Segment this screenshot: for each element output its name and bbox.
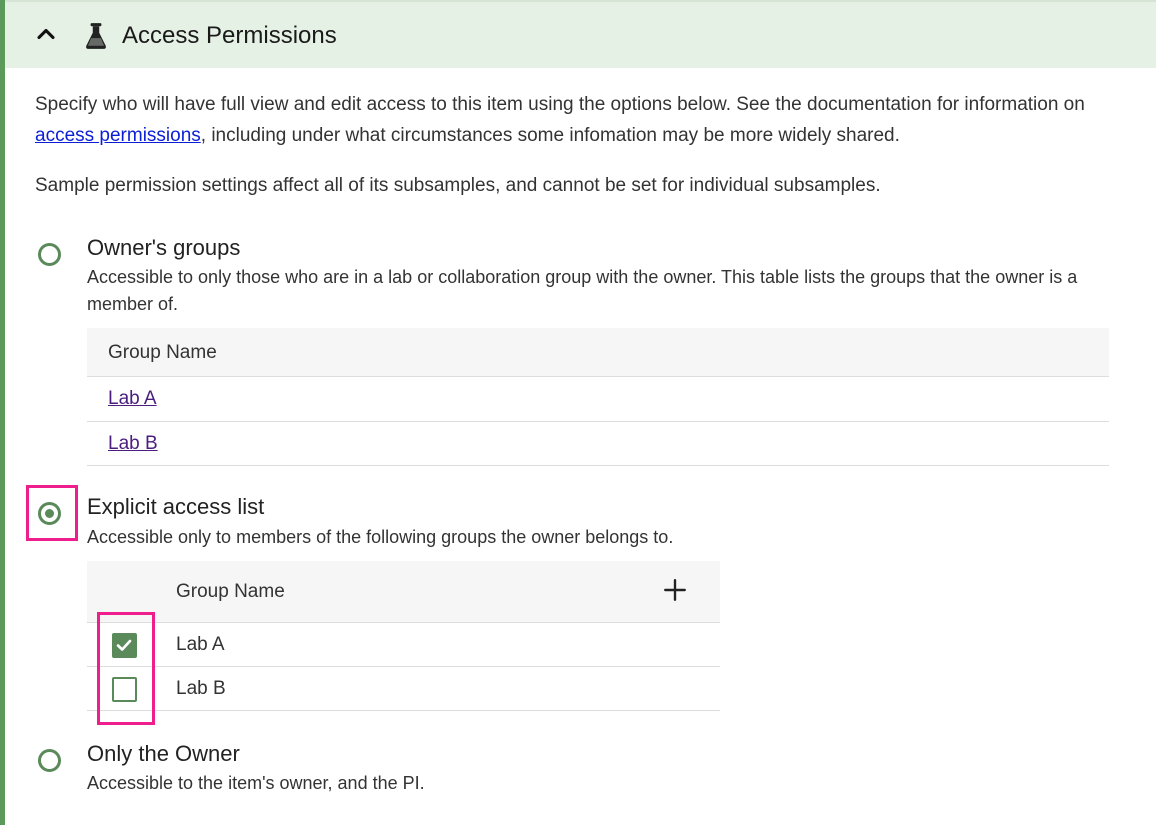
lab-a-checkbox[interactable]: [112, 633, 137, 658]
owners-groups-title: Owner's groups: [87, 235, 241, 260]
intro-text-after: , including under what circumstances some infomation may be more widely shared.: [200, 125, 900, 146]
add-group-plus-icon[interactable]: [662, 577, 688, 603]
table-header: [87, 328, 1109, 377]
group-name-header: Group Name: [176, 581, 285, 602]
table-row: [87, 377, 1109, 422]
only-owner-title: Only the Owner: [87, 741, 240, 766]
flask-icon: [83, 22, 109, 50]
panel-header[interactable]: [5, 0, 1156, 68]
access-permissions-link[interactable]: access permissions: [35, 125, 201, 146]
group-name-lab-b: Lab B: [176, 678, 226, 699]
table-row: [87, 667, 720, 711]
check-icon: [114, 635, 134, 655]
table-row: [87, 623, 720, 667]
group-link-lab-b[interactable]: Lab B: [108, 433, 158, 454]
owners-groups-radio[interactable]: [38, 243, 61, 266]
intro-paragraph: [35, 89, 1145, 151]
owners-groups-table: [87, 328, 1109, 466]
panel-title: Access Permissions: [122, 22, 337, 49]
chevron-up-icon[interactable]: [32, 20, 60, 48]
subsample-note: Sample permission settings affect all of its subsamples, and cannot be set for individual subsamples.: [35, 175, 881, 196]
table-row: [87, 422, 1109, 466]
only-owner-description: Accessible to the item's owner, and the PI.: [87, 773, 425, 793]
explicit-list-description: Accessible only to members of the following groups the owner belongs to.: [87, 527, 674, 547]
owners-groups-description: Accessible to only those who are in a lab or collaboration group with the owner. This table lists the groups that the owner is a member of.: [87, 267, 1078, 314]
group-name-header: Group Name: [108, 342, 217, 363]
explicit-list-table: [87, 561, 720, 711]
group-name-lab-a: Lab A: [176, 634, 225, 655]
table-header: [87, 561, 720, 623]
group-link-lab-a[interactable]: Lab A: [108, 388, 157, 409]
explicit-list-title: Explicit access list: [87, 494, 265, 519]
lab-b-checkbox[interactable]: [112, 677, 137, 702]
explicit-list-radio[interactable]: [38, 502, 61, 525]
intro-text-before: Specify who will have full view and edit access to this item using the options below. See the documentation for information on: [35, 94, 1085, 115]
only-owner-radio[interactable]: [38, 749, 61, 772]
